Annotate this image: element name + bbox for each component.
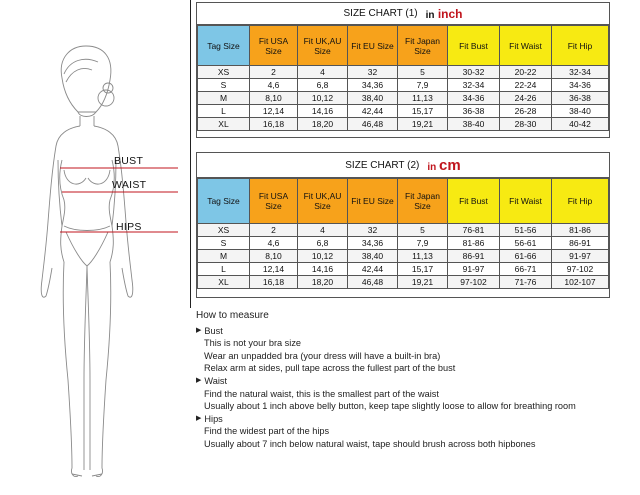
table-cell: 34-36	[448, 92, 500, 105]
chart-title: SIZE CHART (2)	[345, 159, 420, 171]
col-header: Fit EU Size	[348, 26, 398, 66]
col-header: Fit USA Size	[250, 179, 298, 224]
section-title-text: Bust	[204, 325, 223, 336]
table-cell: 40-42	[552, 118, 609, 131]
table-cell: XS	[198, 66, 250, 79]
instruction-line: Usually about 1 inch above belly button, keep tape slightly loose to allow for breathing room	[204, 401, 576, 412]
table-cell: 32-34	[552, 66, 609, 79]
table-cell: 97-102	[552, 263, 609, 276]
table-cell: 30-32	[448, 66, 500, 79]
table-cell: 7,9	[398, 79, 448, 92]
col-header: Tag Size	[198, 26, 250, 66]
instruction-line: Wear an unpadded bra (your dress will have a built-in bra)	[204, 350, 441, 361]
instruction-line: This is not your bra size	[204, 338, 302, 349]
table-cell: 32	[348, 66, 398, 79]
table-cell: 24-26	[500, 92, 552, 105]
table-cell: 4	[298, 224, 348, 237]
table-row	[198, 276, 609, 289]
table-cell: 26-28	[500, 105, 552, 118]
table-row	[198, 66, 609, 79]
instruction-line: Usually about 7 inch below natural waist, tape should brush across both hipbones	[204, 438, 536, 449]
table-row	[198, 92, 609, 105]
measure-section-title	[196, 413, 636, 426]
col-header: Fit Bust	[448, 26, 500, 66]
table-cell: 91-97	[448, 263, 500, 276]
table-cell: 16,18	[250, 276, 298, 289]
col-header: Fit Waist	[500, 179, 552, 224]
table-cell: S	[198, 237, 250, 250]
instruction-line: Find the widest part of the hips	[204, 426, 330, 437]
table-cell: 22-24	[500, 79, 552, 92]
table-cell: 12,14	[250, 263, 298, 276]
col-header: Fit EU Size	[348, 179, 398, 224]
table-cell: 19,21	[398, 118, 448, 131]
table-cell: 38,40	[348, 92, 398, 105]
table-cell: 10,12	[298, 250, 348, 263]
chart-title: SIZE CHART (1)	[343, 8, 418, 19]
bust-label: BUST	[114, 155, 144, 167]
table-cell: 4,6	[250, 79, 298, 92]
table-cell: 56-61	[500, 237, 552, 250]
table-header-row	[198, 179, 609, 224]
col-header: Fit Hip	[552, 26, 609, 66]
table-row	[198, 224, 609, 237]
chart-title-bar	[197, 3, 609, 25]
table-cell: 14,16	[298, 105, 348, 118]
col-header: Fit Hip	[552, 179, 609, 224]
table-cell: 71-76	[500, 276, 552, 289]
table-cell: 2	[250, 66, 298, 79]
table-cell: M	[198, 92, 250, 105]
table-cell: 18,20	[298, 276, 348, 289]
size-chart-cm	[196, 152, 610, 298]
table-cell: 8,10	[250, 250, 298, 263]
col-header: Fit Bust	[448, 179, 500, 224]
instruction-line: Relax arm at sides, pull tape across the fullest part of the bust	[204, 363, 456, 374]
vertical-divider	[190, 0, 191, 308]
table-cell: 34-36	[552, 79, 609, 92]
col-header: Fit Japan Size	[398, 179, 448, 224]
table-cell: 32-34	[448, 79, 500, 92]
table-cell: 38-40	[448, 118, 500, 131]
col-header: Fit UK,AU Size	[298, 179, 348, 224]
table-cell: 76-81	[448, 224, 500, 237]
body-measurement-figure	[0, 0, 190, 490]
size-table	[197, 25, 609, 131]
table-cell: 66-71	[500, 263, 552, 276]
col-header: Tag Size	[198, 179, 250, 224]
table-cell: 36-38	[552, 92, 609, 105]
table-cell: XS	[198, 224, 250, 237]
table-cell: 18,20	[298, 118, 348, 131]
table-cell: 102-107	[552, 276, 609, 289]
table-cell: M	[198, 250, 250, 263]
table-cell: 8,10	[250, 92, 298, 105]
table-cell: 4,6	[250, 237, 298, 250]
table-cell: 11,13	[398, 250, 448, 263]
table-cell: 51-56	[500, 224, 552, 237]
table-cell: 36-38	[448, 105, 500, 118]
table-row	[198, 79, 609, 92]
table-cell: 86-91	[448, 250, 500, 263]
table-cell: 42,44	[348, 263, 398, 276]
section-title-text: Hips	[204, 413, 223, 424]
table-cell: 10,12	[298, 92, 348, 105]
chart-unit: in cm	[427, 156, 461, 174]
bullet-arrow-icon: ▶	[196, 414, 202, 422]
how-to-sections	[196, 325, 636, 451]
table-row	[198, 105, 609, 118]
table-cell: 7,9	[398, 237, 448, 250]
table-cell: 61-66	[500, 250, 552, 263]
hips-label: HIPS	[116, 221, 142, 233]
size-chart-inch	[196, 2, 610, 138]
table-cell: 6,8	[298, 79, 348, 92]
how-to-heading: How to measure	[196, 310, 269, 321]
table-cell: XL	[198, 118, 250, 131]
table-header-row	[198, 26, 609, 66]
chart-title-bar	[197, 153, 609, 178]
table-cell: 38-40	[552, 105, 609, 118]
table-cell: 46,48	[348, 276, 398, 289]
col-header: Fit USA Size	[250, 26, 298, 66]
table-cell: 20-22	[500, 66, 552, 79]
how-to-measure	[196, 310, 636, 451]
table-cell: L	[198, 263, 250, 276]
body-outline-illustration	[0, 0, 190, 490]
measure-section-title	[196, 375, 636, 388]
table-cell: L	[198, 105, 250, 118]
table-cell: 19,21	[398, 276, 448, 289]
section-title-text: Waist	[204, 375, 228, 386]
table-cell: 5	[398, 224, 448, 237]
table-cell: XL	[198, 276, 250, 289]
table-cell: 46,48	[348, 118, 398, 131]
col-header: Fit Japan Size	[398, 26, 448, 66]
col-header: Fit Waist	[500, 26, 552, 66]
table-cell: 38,40	[348, 250, 398, 263]
table-cell: 2	[250, 224, 298, 237]
table-cell: 91-97	[552, 250, 609, 263]
table-row	[198, 250, 609, 263]
table-cell: 28-30	[500, 118, 552, 131]
table-cell: 16,18	[250, 118, 298, 131]
table-cell: 97-102	[448, 276, 500, 289]
table-cell: 11,13	[398, 92, 448, 105]
table-cell: 42,44	[348, 105, 398, 118]
table-cell: 34,36	[348, 237, 398, 250]
table-cell: 32	[348, 224, 398, 237]
table-cell: 15,17	[398, 263, 448, 276]
waist-label: WAIST	[112, 179, 147, 191]
bullet-arrow-icon: ▶	[196, 326, 202, 334]
table-cell: 6,8	[298, 237, 348, 250]
table-cell: 4	[298, 66, 348, 79]
table-cell: 34,36	[348, 79, 398, 92]
table-cell: 12,14	[250, 105, 298, 118]
table-row	[198, 237, 609, 250]
table-cell: 81-86	[552, 224, 609, 237]
table-row	[198, 118, 609, 131]
bullet-arrow-icon: ▶	[196, 376, 202, 384]
col-header: Fit UK,AU Size	[298, 26, 348, 66]
table-cell: 5	[398, 66, 448, 79]
table-cell: 15,17	[398, 105, 448, 118]
table-row	[198, 263, 609, 276]
instruction-line: Find the natural waist, this is the smallest part of the waist	[204, 388, 439, 399]
size-table	[197, 178, 609, 289]
table-cell: 81-86	[448, 237, 500, 250]
table-cell: 86-91	[552, 237, 609, 250]
measure-section-title	[196, 325, 636, 338]
chart-unit: in inch	[425, 6, 463, 21]
table-cell: 14,16	[298, 263, 348, 276]
table-cell: S	[198, 79, 250, 92]
